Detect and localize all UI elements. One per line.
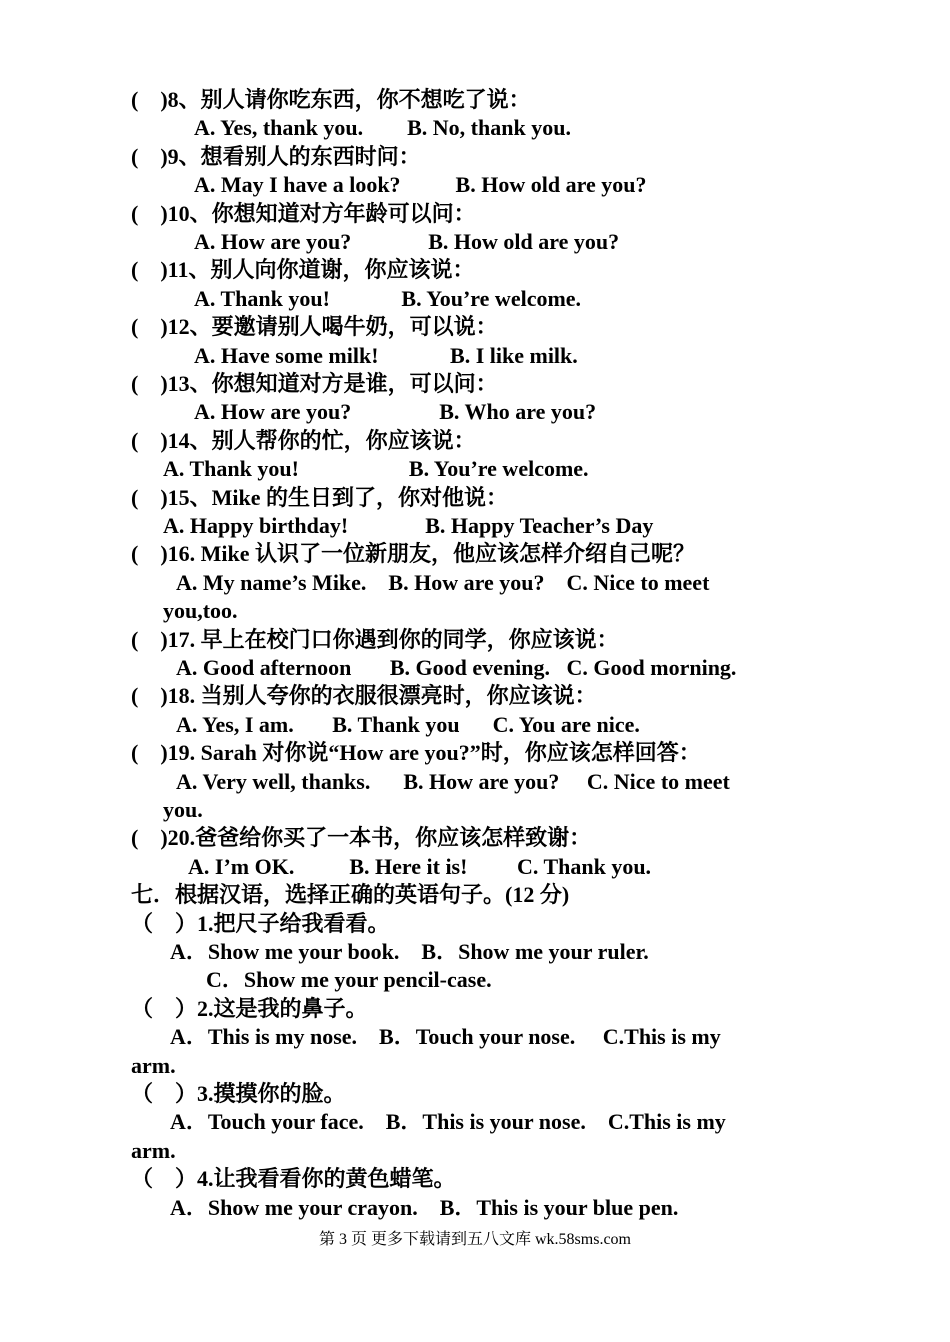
text-line: arm. (131, 1137, 176, 1163)
text-line: A. Very well, thanks. B. How are you? C. Nice to meet (176, 768, 730, 794)
text-line: （ ）4.让我看看你的黄色蜡笔。 (131, 1166, 456, 1192)
text-line: ( )9、想看别人的东西时问： (131, 143, 421, 169)
text-line: ( )11、别人向你道谢，你应该说： (131, 257, 475, 283)
text-line: A. Yes, I am. B. Thank you C. You are nice. (176, 711, 640, 737)
text-line: you. (163, 797, 203, 822)
text-line: A. May I have a look? B. How old are you? (194, 172, 647, 198)
page-footer: 第 3 页 更多下载请到五八文库 wk.58sms.com (318, 1231, 631, 1248)
text-line: 七．根据汉语，选择正确的英语句子。(12 分) (131, 882, 570, 908)
text-line: ( )20.爸爸给你买了一本书，你应该怎样致谢： (131, 825, 592, 851)
text-line: A. Thank you! B. You’re welcome. (194, 285, 582, 311)
text-line: A. Happy birthday! B. Happy Teacher’s Day (163, 513, 654, 538)
text-line: A．This is my nose. B．Touch your nose. C.This is my (170, 1024, 721, 1050)
text-line: A. Have some milk! B. I like milk. (194, 342, 578, 368)
text-line: （ ）3.摸摸你的脸。 (131, 1081, 346, 1106)
text-line: A．Show me your crayon. B．This is your blue pen. (170, 1194, 679, 1220)
text-line: A. Yes, thank you. B. No, thank you. (194, 115, 571, 141)
text-line: ( )16. Mike 认识了一位新朋友，他应该怎样介绍自己呢？ (131, 541, 696, 567)
text-line: （ ）2.这是我的鼻子。 (131, 995, 368, 1021)
text-line: C．Show me your pencil-case. (206, 967, 492, 993)
text-line: A．Touch your face. B．This is your nose. C.This is my (170, 1109, 726, 1135)
text-line: ( )17. 早上在校门口你遇到你的同学，你应该说： (131, 626, 619, 652)
text-line: A. How are you? B. How old are you? (194, 229, 620, 254)
text-line: ( )8、别人请你吃东西，你不想吃了说： (131, 87, 531, 112)
text-line: A. Good afternoon B. Good evening. C. Good morning. (176, 655, 737, 680)
text-line: ( )13、你想知道对方是谁，可以问： (131, 371, 498, 396)
text-line: （ ）1.把尺子给我看看。 (131, 910, 390, 936)
text-line: ( )12、要邀请别人喝牛奶，可以说： (131, 314, 498, 340)
text-line: ( )15、Mike 的生日到了，你对他说： (131, 484, 509, 510)
text-line: ( )18. 当别人夸你的衣服很漂亮时，你应该说： (131, 683, 597, 709)
text-line: ( )19. Sarah 对你说“How are you?”时，你应该怎样回答： (131, 740, 701, 766)
text-line: A．Show me your book. B．Show me your ruler. (170, 939, 649, 964)
text-line: ( )14、别人帮你的忙，你应该说： (131, 427, 476, 453)
text-line: A. My name’s Mike. B. How are you? C. Nice to meet (176, 569, 710, 595)
text-line: arm. (131, 1052, 176, 1078)
text-line: A. Thank you! B. You’re welcome. (163, 456, 589, 482)
text-line: you,too. (163, 598, 238, 624)
text-line: ( )10、你想知道对方年龄可以问： (131, 200, 476, 226)
text-line: A. How are you? B. Who are you? (194, 399, 597, 425)
text-line: A. I’m OK. B. Here it is! C. Thank you. (188, 853, 652, 879)
